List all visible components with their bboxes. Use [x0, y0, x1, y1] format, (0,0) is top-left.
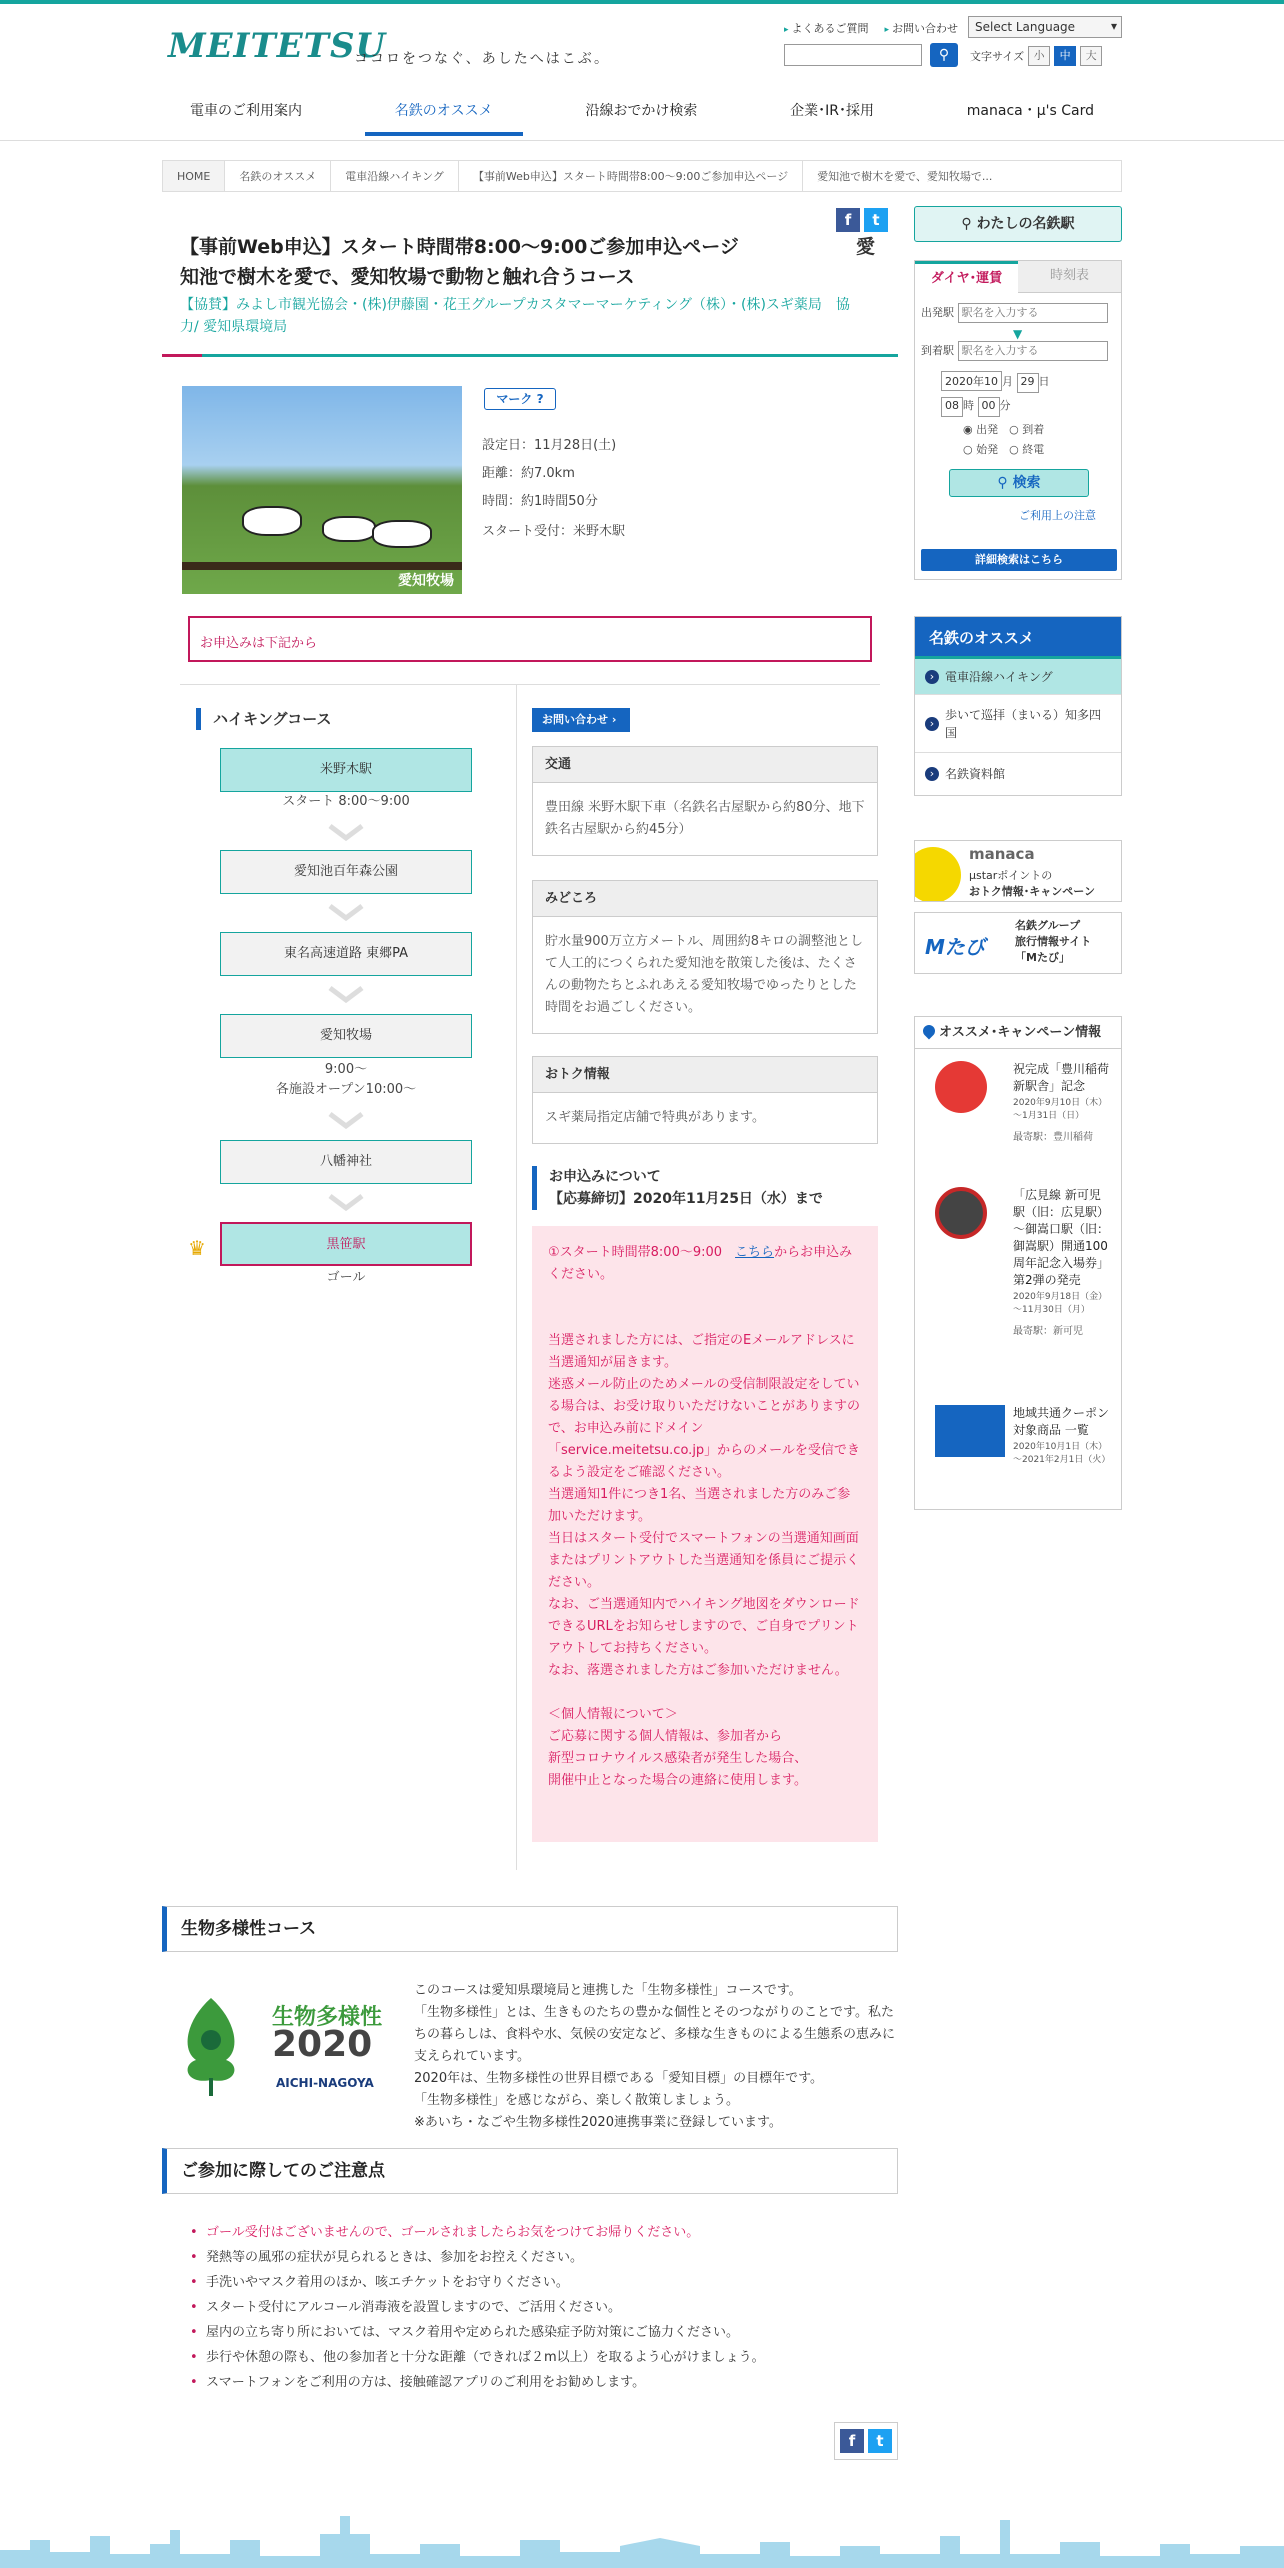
list-item: • 手洗いやマスク着用のほか、咳エチケットをお守りください。 — [190, 2270, 765, 2295]
breadcrumb-item[interactable]: 名鉄のオススメ — [225, 161, 331, 191]
notes-section-title: ご参加に際してのご注意点 — [162, 2148, 898, 2194]
breadcrumb-item[interactable]: 電車沿線ハイキング — [331, 161, 459, 191]
event-time: 時間：約1時間50分 — [482, 494, 598, 509]
arrow-down-icon: ▼ — [1013, 327, 1023, 341]
breadcrumb-current: 愛知池で樹木を愛で、愛知牧場で... — [817, 170, 993, 183]
chevron-down-icon — [326, 902, 366, 922]
tab-fare[interactable]: ダイヤ･運賃 — [915, 261, 1018, 293]
photo-caption: 愛知牧場 — [398, 573, 454, 589]
usage-caution-link[interactable]: ご利用上の注意 — [1019, 509, 1096, 522]
breadcrumb-item[interactable]: 【事前Web申込】スタート時間帯8:00～9:00ご参加申込ページ — [459, 161, 803, 191]
leaf-icon — [176, 1990, 246, 2100]
biodiversity-2020-logo: 生物多様性 2020 AICHI-NAGOYA — [176, 1990, 396, 2100]
event-distance: 距離：約7.0km — [482, 466, 575, 481]
apply-note-box: お申込みは下記から — [188, 616, 872, 662]
font-size-control — [970, 46, 1102, 66]
content-divider — [180, 684, 880, 685]
contact-link[interactable]: ▸ お問い合わせ — [885, 20, 959, 36]
event-start: スタート受付：米野木駅 — [482, 524, 626, 539]
aichi-farm-photo — [182, 386, 462, 594]
rec-item[interactable]: › 歩いて巡拝（まいる）知多四国 — [915, 695, 1121, 753]
campaign-100th-icon — [935, 1187, 987, 1239]
share-buttons — [836, 208, 888, 232]
font-size-medium[interactable]: 中 — [1054, 46, 1076, 66]
recommend-menu: 名鉄のオススメ › 電車沿線ハイキング › 歩いて巡拝（まいる）知多四国 › 名鉄資料館 — [914, 616, 1122, 796]
page-title: 【事前Web申込】スタート時間帯8:00～9:00ご参加申込ページ 知池で樹木を愛で、愛知牧場で動物と触れ合うコース — [180, 236, 739, 288]
sponsor-text: 【協賛】みよし市観光協会・(株)伊藤園・花王グループカスタマーマーケティング（株）・(株)スギ薬局 協力/ 愛知県環境局 — [180, 297, 850, 335]
notes-list — [190, 2220, 765, 2395]
nav-divider — [0, 140, 1284, 141]
info-box-access: 交通 豊田線 米野木駅下車（名鉄名古屋駅から約80分、地下鉄名古屋駅から約45分） — [532, 746, 878, 856]
timetable-search-button[interactable]: ⚲ 検索 — [949, 469, 1089, 497]
coupon-icon — [935, 1405, 1005, 1457]
apply-details: ①スタート時間帯8:00～9:00 こちらからお申込みください。 当選されました方には、ご指定のEメールアドレスに当選通知が届きます。 迷惑メール防止のためメールの受信制限設定をしている場合は、お受け取りいただけないことがありますので、お申込み前にドメイン「service.meitetsu.co.jp」からのメールを受信できるよう設定をご確認ください。 当選通知1件につき1名、当選されました方のみご参加いただけます。 当日はスタート受付でスマートフォンの当選通知画面またはプリントアウトした当選通知を係員にご提示ください。 なお、ご当選通知内でハイキング地図をダウンロードできるURLをお知らせしますので、ご自身でプリントアウトしてお持ちください。 なお、落選されました方はご参加いただけません。 ＜個人情報について＞ ご応募に関する個人情報は、参加者から 新型コロナウイルス感染者が発生した場合、 開催中止となった場合の連絡に使用します。 — [532, 1226, 878, 1842]
top-accent-bar — [0, 0, 1284, 4]
radio-departure[interactable]: ◉ 出発 — [963, 423, 999, 436]
list-item: • 発熱等の風邪の症状が見られるときは、参加をお控えください。 — [190, 2245, 765, 2270]
event-date: 設定日：11月28日(土) — [482, 438, 617, 453]
campaign-list: オススメ･キャンペーン情報 祝完成「豊川稲荷新駅舎」記念 2020年9月10日（木）～1月31日（日） 最寄駅：豊川稲荷 「広見線 新可児駅（旧：広見駅）～御嵩口駅（旧：御嵩駅）開通100周年記念入場券」第2弾の発売 2020年9月18日（金）～11月30日（月） 最寄駅：新可児 地域共通クーポン対象商品 一覧 2020年10月1日（木）～2021年2月1日（火） — [914, 1016, 1122, 1510]
nav-outing-search[interactable]: 沿線おでかけ検索 — [585, 103, 698, 119]
tab-timetable[interactable]: 時刻表 — [1018, 261, 1121, 293]
page-title-tail: 愛 — [856, 236, 876, 258]
rec-item[interactable]: › 電車沿線ハイキング — [915, 659, 1121, 695]
radio-arrival[interactable]: ○ 到着 — [1009, 423, 1045, 436]
font-size-small[interactable]: 小 — [1028, 46, 1050, 66]
course-goal: 黒笹駅 — [220, 1222, 472, 1266]
list-item: • 歩行や休憩の際も、他の参加者と十分な距離（できれば２m以上）を取るよう心がけましょう。 — [190, 2345, 765, 2370]
column-divider — [516, 684, 517, 1870]
list-item: • 屋内の立ち寄り所においては、マスク着用や定められた感染症予防対策にご協力ください。 — [190, 2320, 765, 2345]
year-month-select[interactable]: 2020年10 — [941, 371, 1002, 391]
apply-title: お申込みについて 【応募締切】2020年11月25日（水）まで — [532, 1166, 878, 1210]
chevron-down-icon — [326, 1192, 366, 1212]
city-skyline-illustration — [0, 2510, 1284, 2568]
list-item: • ゴール受付はございませんので、ゴールされましたらお気をつけてお帰りください。 — [190, 2220, 765, 2245]
share-buttons-bottom — [834, 2422, 898, 2460]
chevron-down-icon — [326, 822, 366, 842]
facebook-icon[interactable]: f — [836, 208, 860, 232]
course-stop: 愛知池百年森公園 — [220, 850, 472, 894]
header-links — [784, 20, 958, 36]
radio-first-train[interactable]: ○ 始発 — [963, 443, 999, 456]
nav-recommend[interactable]: 名鉄のオススメ — [365, 100, 523, 136]
language-select[interactable]: Select Language ▾ — [968, 16, 1122, 38]
mtabi-banner[interactable]: Mたび 名鉄グループ 旅行情報サイト 「Mたび」 — [914, 912, 1122, 974]
course-stop: 米野木駅 — [220, 748, 472, 792]
twitter-icon[interactable]: t — [864, 208, 888, 232]
contact-button[interactable]: お問い合わせ › — [532, 708, 630, 732]
hiking-course-title: ハイキングコース — [196, 708, 332, 730]
from-station-input[interactable] — [958, 303, 1108, 323]
font-size-label: 文字サイズ — [970, 50, 1025, 63]
faq-link[interactable]: ▸ よくあるご質問 — [784, 20, 869, 36]
manaca-banner[interactable]: manaca μstarポイントの おトク情報･キャンペーン — [914, 840, 1122, 902]
course-stop: 八幡神社 — [220, 1140, 472, 1184]
course-goal-note: ゴール — [326, 1270, 366, 1285]
global-nav — [160, 100, 1124, 136]
course-stop: 東名高速道路 東郷PA — [220, 932, 472, 976]
minute-select[interactable]: 00 — [978, 397, 1000, 417]
chevron-down-icon — [326, 984, 366, 1004]
tagline: ココロをつなぐ、あしたへはこぶ。 — [354, 51, 610, 67]
twitter-icon[interactable]: t — [868, 2429, 892, 2453]
course-stop-note: 9:00～ 各施設オープン10:00～ — [275, 1062, 417, 1097]
font-size-large[interactable]: 大 — [1080, 46, 1102, 66]
rec-item[interactable]: › 名鉄資料館 — [915, 753, 1121, 795]
title-divider — [162, 354, 898, 357]
list-item: • スタート受付にアルコール消毒液を設置しますので、ご活用ください。 — [190, 2295, 765, 2320]
list-item: • スマートフォンをご利用の方は、接触確認アプリのご利用をお勧めします。 — [190, 2370, 765, 2395]
campaign-stamp-icon — [935, 1061, 987, 1113]
search-icon[interactable]: ⚲ — [930, 43, 958, 67]
day-select[interactable]: 29 — [1017, 373, 1039, 393]
detail-search-button[interactable]: 詳細検索はこちら — [921, 549, 1117, 571]
hour-select[interactable]: 08 — [941, 397, 963, 417]
timetable-widget: ダイヤ･運賃 時刻表 出発駅 駅名を入力する ▼ 到着駅 駅名を入力する 2020年10 月 29 日 08 時 00 分 ◉ 出発 ○ 到着 ○ 始発 ○ 終電 ⚲ 検索 ご利用上の注意 詳細検索はこちら — [914, 260, 1122, 580]
meitetsu-logo[interactable]: MEITETSU — [168, 26, 387, 66]
bio-section-title: 生物多様性コース — [162, 1906, 898, 1952]
site-search-input[interactable] — [784, 44, 922, 66]
nav-corporate[interactable]: 企業･IR･採用 — [790, 103, 874, 119]
crown-icon: ♛ — [188, 1236, 206, 1260]
breadcrumb — [162, 160, 1122, 192]
mark-button[interactable]: マーク ? — [484, 388, 556, 410]
my-station-button[interactable]: ⚲ わたしの名鉄駅 — [914, 206, 1122, 242]
nav-train-guide[interactable]: 電車のご利用案内 — [190, 103, 302, 119]
info-box-highlights: みどころ 貯水量900万立方メートル、周囲約8キロの調整池として人工的につくられた愛知池を散策した後は、たくさんの動物たちとふれあえる愛知牧場でゆったりとした時間をお過ごしください。 — [532, 880, 878, 1034]
breadcrumb-home[interactable]: HOME — [163, 161, 225, 191]
to-station-input[interactable] — [958, 341, 1108, 361]
apply-link[interactable]: こちら — [735, 1245, 775, 1260]
course-stop-note: スタート 8:00～9:00 — [282, 794, 410, 809]
info-box-deals: おトク情報 スギ薬局指定店舗で特典があります。 — [532, 1056, 878, 1144]
mascot-icon — [914, 847, 961, 902]
bio-description: このコースは愛知県環境局と連携した「生物多様性」コースです。 「生物多様性」とは、生きものたちの豊かな個性とそのつながりのことです。私たちの暮らしは、食料や水、気候の安定など、多様な生きものによる生態系の恵みに支えられています。 2020年は、生物多様性の世界目標である「愛知目標」の目標年です。 「生物多様性」を感じながら、楽しく散策しましょう。 ※あいち・なごや生物多様性2020連携事業に登録しています。 — [414, 1983, 896, 2130]
facebook-icon[interactable]: f — [840, 2429, 864, 2453]
course-stop: 愛知牧場 — [220, 1014, 472, 1058]
nav-manaca[interactable]: manaca・μ's Card — [966, 103, 1094, 119]
chevron-down-icon — [326, 1110, 366, 1130]
radio-last-train[interactable]: ○ 終電 — [1009, 443, 1045, 456]
